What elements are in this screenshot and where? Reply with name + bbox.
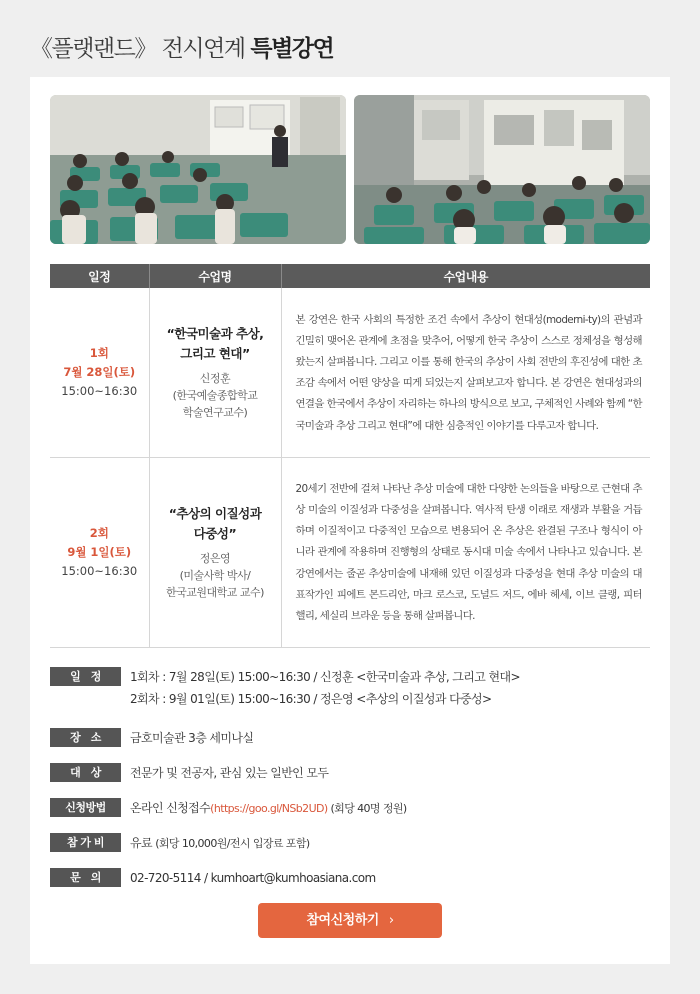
- course-description: 20세기 전반에 걸쳐 나타난 추상 미술에 대한 다양한 논의들을 바탕으로 근현대 추상 미술의 이질성과 다중성을 살펴봅니다. 역사적 탄생 이래로 재생과 부활을 거듭하며 이질적이고 다중적인 모습으로 변용되어 온 추상은 완결된 구조나 형식이 아니라 관계에 작용하며 진행형의 상태로 동시대 미술 속에서 나타나고 있습니다. 본 강연에서는 줄곧 추상미술에 내재해 있던 이질성과 다중성을 현대 추상 미술의 대표작가인 피에트 몬드리안, 마크 로스코, 도널드 저드, 에바 헤세, 이브 클랭, 피터 핼리, 세실리 브라운 등을 통해 살펴봅니다.: [281, 457, 650, 647]
- lecturer-name: 정은영: [199, 551, 231, 565]
- label-target: 대 상: [50, 763, 121, 782]
- course-title-line1: “한국미술과 추상,: [166, 325, 264, 341]
- schedule-line-2: 2회차 : 9월 01일(토) 15:00~16:30 / 정은영 <추상의 이질성과 다중성>: [130, 692, 492, 706]
- lecture-photo-icon: [354, 95, 650, 244]
- lecturer-affiliation-line2: 학술연구교수): [182, 405, 248, 419]
- lecture-photo-right: [354, 95, 650, 244]
- contact-value: 02-720-5114 / kumhoart@kumhoasiana.com: [130, 871, 376, 885]
- apply-link[interactable]: (https://goo.gl/NSb2UD): [210, 802, 328, 815]
- session-number: 1회: [89, 345, 109, 360]
- apply-text: 온라인 신청접수: [130, 801, 211, 815]
- label-schedule: 일 정: [50, 667, 121, 686]
- session-number: 2회: [89, 525, 109, 540]
- table-row: [50, 288, 650, 457]
- apply-value: [130, 798, 407, 819]
- fee-text: 유료: [130, 836, 156, 850]
- title-prefix: 《플랫랜드》 전시연계: [30, 36, 251, 62]
- fee-value: [130, 833, 310, 854]
- table-row: [50, 457, 650, 647]
- lecturer-affiliation-line1: (미술사학 박사/: [179, 568, 251, 582]
- lecture-schedule-table: [50, 264, 650, 648]
- lecturer-name: 신정훈: [199, 371, 231, 385]
- session-date-cell: [50, 288, 149, 457]
- header-course: 수업명: [149, 264, 281, 288]
- label-apply: 신청방법: [50, 798, 121, 817]
- label-contact: 문 의: [50, 868, 121, 887]
- session-date-cell: [50, 457, 149, 647]
- session-date: 7월 28일(토): [63, 364, 136, 379]
- schedule-line-1: 1회차 : 7월 28일(토) 15:00~16:30 / 신정훈 <한국미술과 추상, 그리고 현대>: [130, 670, 520, 684]
- label-place: 장 소: [50, 728, 121, 747]
- course-cell: [149, 288, 281, 457]
- table-header-row: [50, 264, 650, 288]
- lecturer-affiliation-line1: (한국예술종합학교: [172, 388, 258, 402]
- lecturer-info: [150, 370, 281, 421]
- header-content: 수업내용: [281, 264, 650, 288]
- header-schedule: 일정: [50, 264, 149, 288]
- target-value: 전문가 및 전공자, 관심 있는 일반인 모두: [130, 766, 329, 780]
- apply-button-label: 참여신청하기: [306, 913, 379, 928]
- course-title-line2: 그리고 현대”: [180, 345, 250, 361]
- title-emphasis: 특별강연: [250, 36, 334, 62]
- content-card: [30, 77, 670, 964]
- apply-note: (회당 40명 정원): [327, 802, 407, 815]
- page-title: [30, 30, 333, 63]
- place-value: 금호미술관 3층 세미나실: [130, 731, 254, 745]
- lecture-photo-left: [50, 95, 346, 244]
- session-date: 9월 1일(토): [67, 544, 132, 559]
- lecture-photo-icon: [50, 95, 346, 244]
- session-time: 15:00~16:30: [61, 383, 138, 398]
- lecturer-info: [150, 550, 281, 601]
- fee-note: (회당 10,000원/전시 입장료 포함): [155, 837, 310, 850]
- session-time: 15:00~16:30: [61, 563, 138, 578]
- apply-button[interactable]: [258, 903, 442, 938]
- course-description: 본 강연은 한국 사회의 특정한 조건 속에서 추상이 현대성(moderni-ty)의 관념과 긴밀히 맺어온 관계에 초점을 맞추어, 어떻게 한국 추상이 스스로 정체성을 형성해왔는지 살펴봅니다. 그리고 이를 통해 한국의 추상이 사회 전반의 후진성에 대한 초조감 속에서 어떤 양상을 띠게 되었는지 살펴보고자 합니다. 본 강연은 현대성과의 연결을 한국에서 추상이 자리하는 하나의 방식으로 보고, 구체적인 사례와 함께 “한국미술과 추상 그리고 현대”에 대한 심층적인 이야기를 다루고자 합니다.: [281, 288, 650, 457]
- schedule-details: [130, 666, 520, 710]
- label-fee: 참 가 비: [50, 833, 121, 852]
- chevron-right-icon: ›: [388, 913, 394, 928]
- lecturer-affiliation-line2: 한국교원대학교 교수): [166, 585, 264, 599]
- course-cell: [149, 457, 281, 647]
- course-title-line2: 다중성”: [193, 525, 237, 541]
- course-title-line1: “추상의 이질성과: [168, 505, 262, 521]
